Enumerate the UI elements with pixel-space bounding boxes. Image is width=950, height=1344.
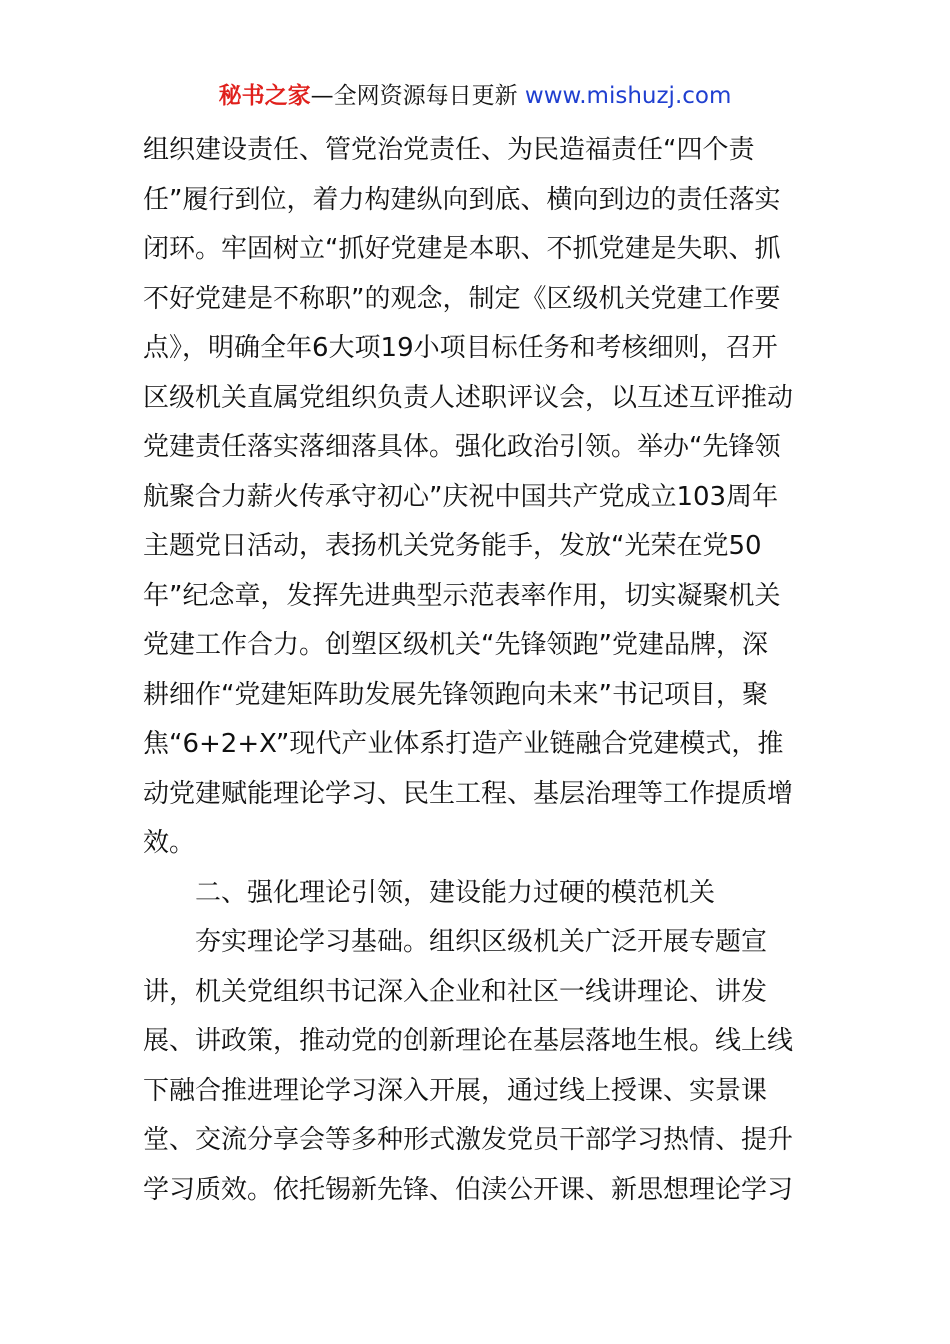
text-line: 堂、交流分享会等多种形式激发党员干部学习热情、提升: [143, 1125, 794, 1155]
text-line: 党建工作合力。创塑区级机关“先锋领跑”党建品牌，深: [143, 630, 768, 660]
brand-name: 秘书之家: [218, 83, 311, 109]
text-line: 任”履行到位，着力构建纵向到底、横向到边的责任落实: [143, 184, 781, 215]
text-line: 动党建赋能理论学习、民生工程、基层治理等工作提质增: [143, 778, 794, 809]
text-line: 焦“6+2+X”现代产业体系打造产业链融合党建模式，推: [143, 729, 784, 759]
section-heading: 二、强化理论引领，建设能力过硬的模范机关: [195, 877, 716, 908]
text-line: 点》，明确全年6大项19小项目标任务和考核细则，召开: [143, 333, 778, 363]
text-line: 效。: [143, 828, 196, 858]
document-body: [143, 126, 823, 1215]
text-line: 讲，机关党组织书记深入企业和社区一线讲理论、讲发: [143, 976, 768, 1007]
text-line: 夯实理论学习基础。组织区级机关广泛开展专题宣: [195, 927, 768, 957]
text-line: 闭环。牢固树立“抓好党建是本职、不抓党建是失职、抓: [143, 234, 781, 264]
text-line: 党建责任落实落细落具体。强化政治引领。举办“先锋领: [143, 432, 781, 462]
text-line: 不好党建是不称职”的观念，制定《区级机关党建工作要: [143, 283, 781, 314]
text-line: 年”纪念章，发挥先进典型示范表率作用，切实凝聚机关: [143, 580, 781, 611]
text-line: 展、讲政策，推动党的创新理论在基层落地生根。线上线: [143, 1026, 794, 1056]
text-line: 航聚合力薪火传承守初心”庆祝中国共产党成立103周年: [143, 481, 779, 512]
page-header: [0, 80, 950, 112]
header-tagline: —全网资源每日更新: [310, 83, 518, 109]
text-line: 学习质效。依托锡新先锋、伯渎公开课、新思想理论学习: [143, 1174, 794, 1205]
text-line: 组织建设责任、管党治党责任、为民造福责任“四个责: [143, 135, 755, 165]
site-url-link[interactable]: www.mishuzj.com: [524, 83, 732, 109]
text-line: 区级机关直属党组织负责人述职评议会，以互述互评推动: [143, 382, 794, 413]
text-line: 耕细作“党建矩阵助发展先锋领跑向未来”书记项目，聚: [143, 679, 768, 710]
text-line: 主题党日活动，表扬机关党务能手，发放“光荣在党50: [143, 531, 762, 561]
text-line: 下融合推进理论学习深入开展，通过线上授课、实景课: [143, 1075, 768, 1106]
